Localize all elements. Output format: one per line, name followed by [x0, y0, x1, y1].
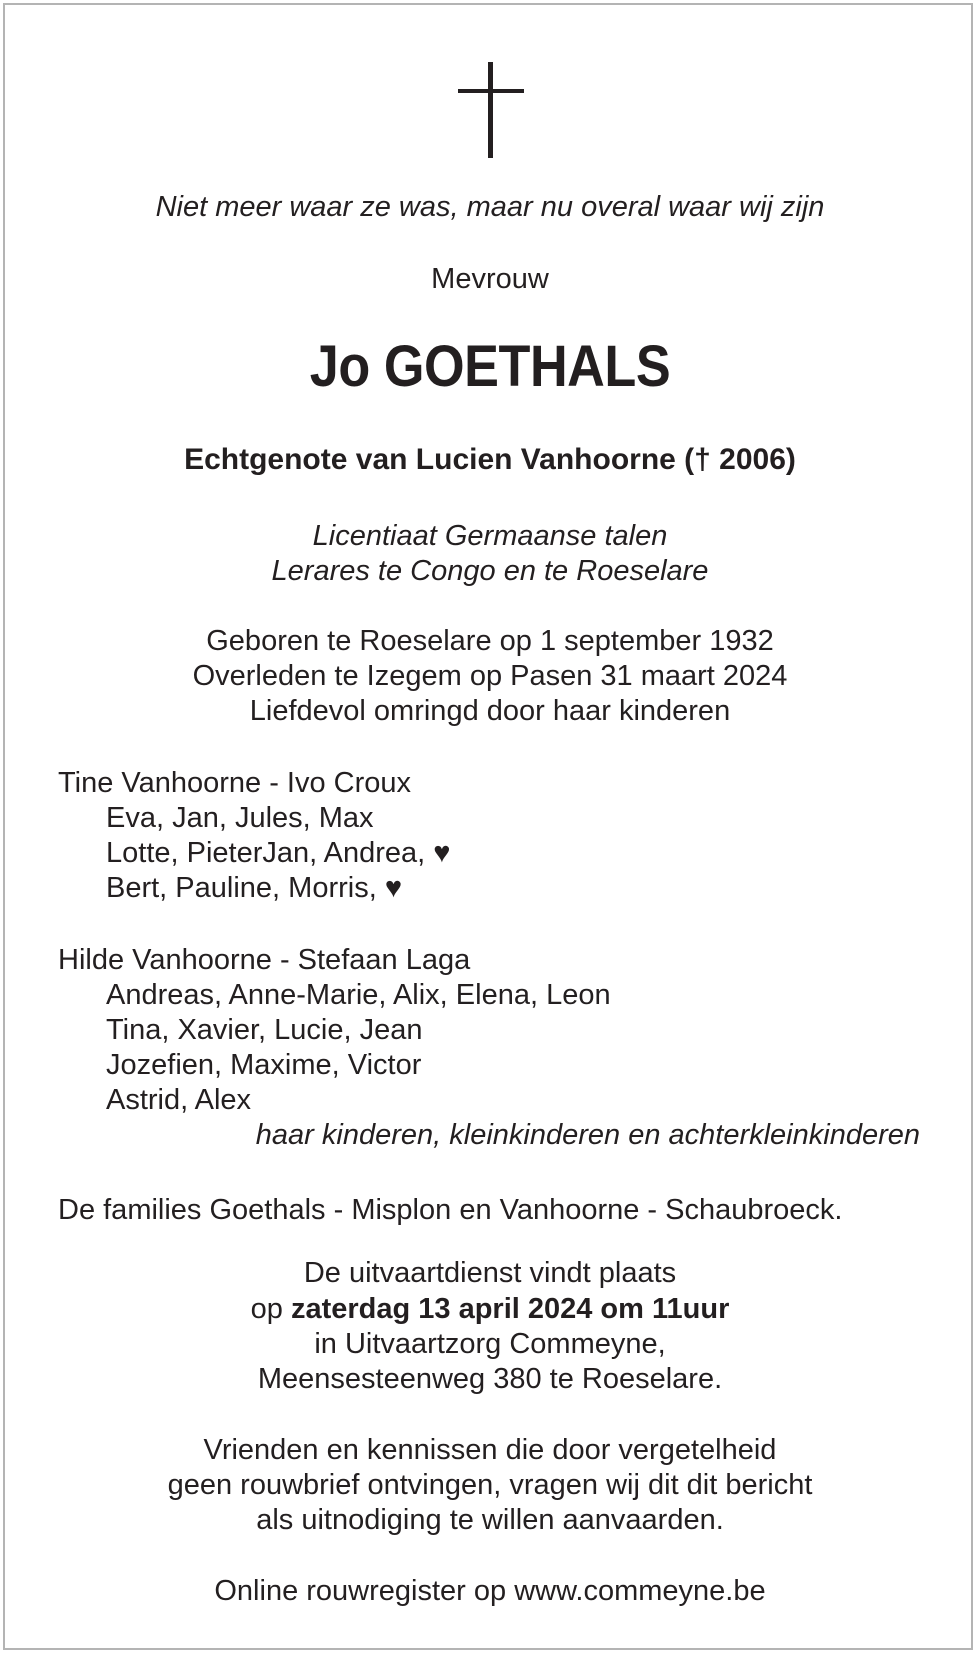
birth-line: Geboren te Roeselare op 1 september 1932	[206, 625, 774, 657]
online-register: Online rouwregister op www.commeyne.be	[214, 1575, 766, 1607]
family-member: Jozefien, Maxime, Victor	[106, 1049, 422, 1081]
service-place: in Uitvaartzorg Commeyne,	[314, 1328, 666, 1360]
service-date: zaterdag 13 april 2024 om 11uur	[290, 1293, 730, 1325]
friends-line: als uitnodiging te willen aanvaarden.	[256, 1504, 724, 1536]
death-line: Overleden te Izegem op Pasen 31 maart 2024	[192, 660, 788, 692]
cross-icon	[458, 62, 524, 158]
deceased-name: Jo GOETHALS	[309, 334, 671, 399]
service-date-line	[0, 1292, 980, 1326]
family-head: Tine Vanhoorne - Ivo Croux	[58, 767, 412, 799]
family-member: Andreas, Anne-Marie, Alix, Elena, Leon	[106, 979, 611, 1011]
service-intro: De uitvaartdienst vindt plaats	[303, 1257, 677, 1289]
friends-line: geen rouwbrief ontvingen, vragen wij dit dit bericht	[167, 1469, 813, 1501]
family-head: Hilde Vanhoorne - Stefaan Laga	[58, 944, 471, 976]
quote: Niet meer waar ze was, maar nu overal waar wij zijn	[155, 191, 825, 223]
salutation: Mevrouw	[431, 263, 549, 295]
family-member: Eva, Jan, Jules, Max	[106, 802, 374, 834]
family-member: Astrid, Alex	[106, 1084, 252, 1116]
occupation-line: Licentiaat Germaanse talen	[312, 520, 668, 552]
friends-line: Vrienden en kennissen die door vergetelheid	[203, 1434, 777, 1466]
occupation-line: Lerares te Congo en te Roeselare	[271, 555, 709, 587]
families-line: De families Goethals - Misplon en Vanhoorne - Schaubroeck.	[58, 1194, 843, 1226]
service-prefix: op	[250, 1293, 291, 1325]
family-member: Bert, Pauline, Morris, ♥	[106, 872, 403, 904]
family-member: Tina, Xavier, Lucie, Jean	[106, 1014, 423, 1046]
service-address: Meensesteenweg 380 te Roeselare.	[257, 1363, 723, 1395]
descendants-line: haar kinderen, kleinkinderen en achterkleinkinderen	[255, 1119, 920, 1151]
family-member: Lotte, PieterJan, Andrea, ♥	[106, 837, 451, 869]
spouse-line: Echtgenote van Lucien Vanhoorne († 2006)	[184, 443, 796, 476]
surrounded-line: Liefdevol omringd door haar kinderen	[249, 695, 731, 727]
